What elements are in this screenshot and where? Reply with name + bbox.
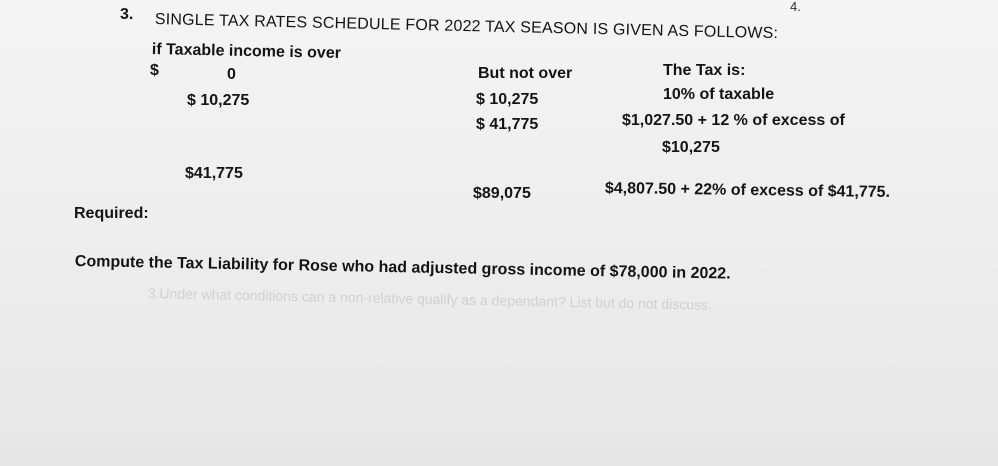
row3-over: $41,775 (185, 165, 243, 182)
row1-over: $ 10,275 (187, 92, 250, 109)
task-text: Compute the Tax Liability for Rose who had adjusted gross income of $78,000 in 2022. (74, 253, 731, 283)
row1-tax: 10% of taxable (663, 86, 775, 103)
row3-not-over: $89,075 (473, 185, 531, 202)
row2-tax-line2: $10,275 (662, 139, 720, 156)
schedule-heading: SINGLE TAX RATES SCHEDULE FOR 2022 TAX SEASON IS GIVEN AS FOLLOWS: (154, 11, 779, 43)
required-label: Required: (74, 205, 149, 222)
question-number: 3. (120, 6, 134, 23)
row2-not-over: $ 41,775 (476, 116, 539, 133)
dollar-sign: $ (150, 62, 159, 79)
the-tax-is-header: The Tax is: (663, 62, 746, 79)
zero-value: 0 (227, 66, 236, 83)
if-over-header: if Taxable income is over (151, 41, 342, 62)
corner-number: 4. (790, 0, 801, 14)
but-not-over-header: But not over (478, 65, 573, 82)
row1-not-over: $ 10,275 (476, 91, 539, 108)
faint-bleedthrough-text: 3.Under what conditions can a non-relative qualify as a dependant? List but do not discuss. (147, 285, 713, 313)
row2-tax: $1,027.50 + 12 % of excess of (622, 112, 845, 129)
row3-tax: $4,807.50 + 22% of excess of $41,775. (604, 180, 891, 201)
